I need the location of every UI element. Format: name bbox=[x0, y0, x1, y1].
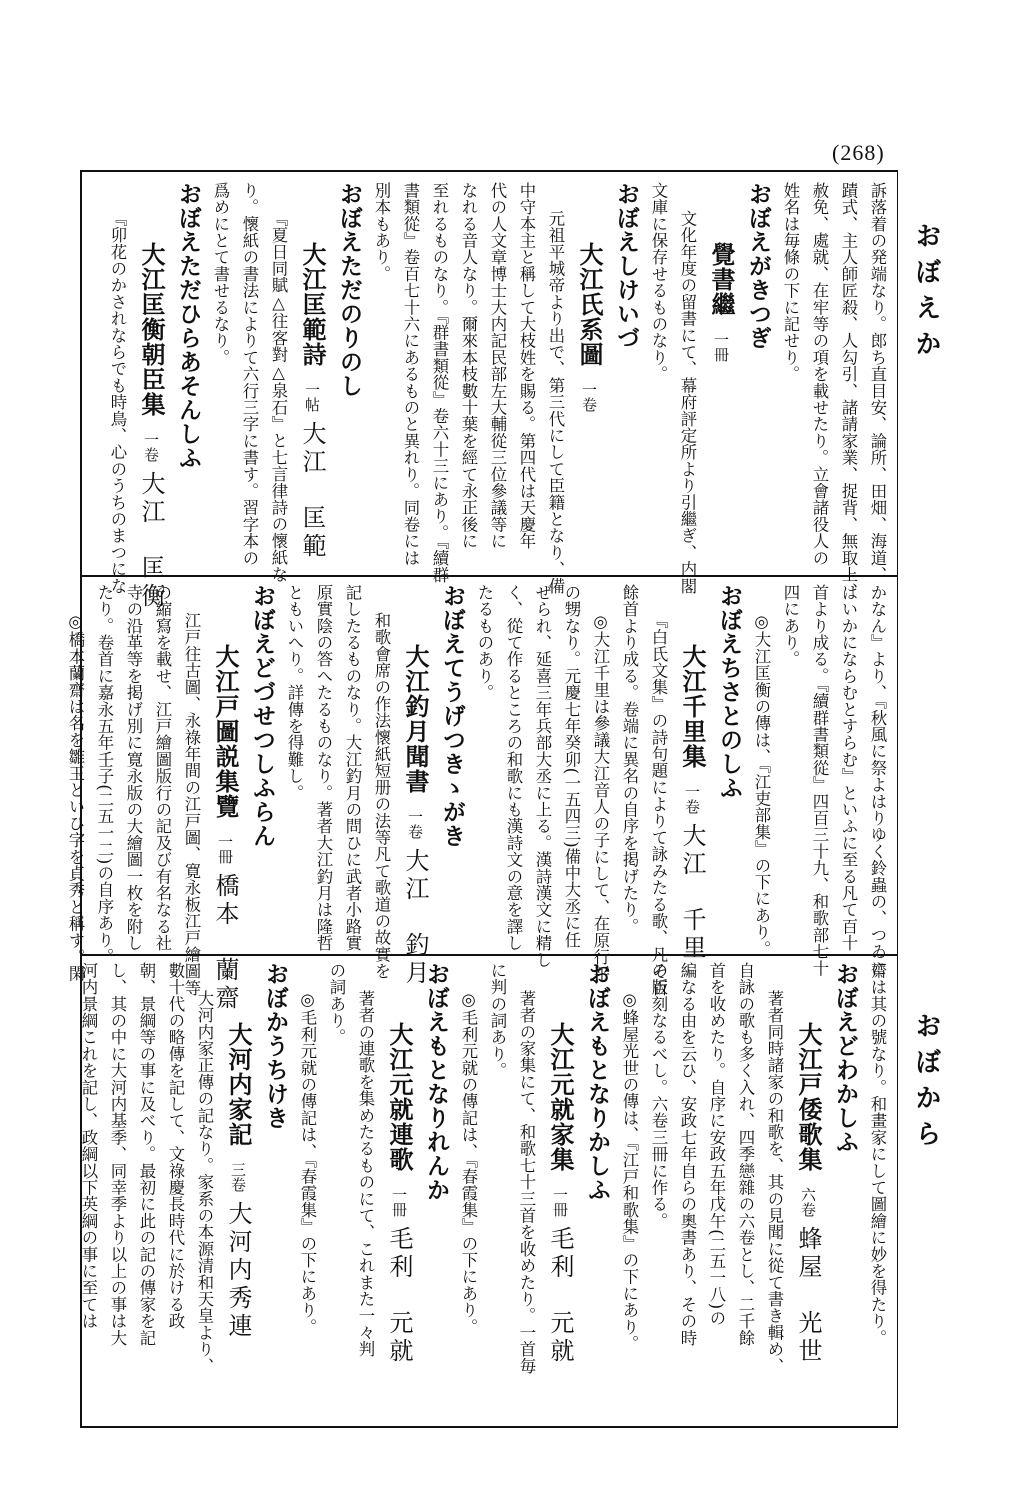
entry-body-line: ◎橋本蘭齋は名を雛玉といひ字を貞秀と稱す。閑 bbox=[66, 612, 85, 982]
entry-body-line: 原實陰の答へたるものなり。著者大江釣月は隆哲 bbox=[314, 584, 333, 952]
entry-body-line: 元祖平城帝より出で、第三代にして臣籍となり、備 bbox=[546, 210, 565, 595]
entry-title: 大江元就連歌 bbox=[385, 1022, 413, 1172]
entry-body-line: 著者の連歌を集めたるものにて、これまた一々判 bbox=[356, 990, 375, 1358]
running-head-bottom: おぼから bbox=[911, 1012, 941, 1156]
entry-body-line: 編なる由を云ひ、安政七年自らの奧書あり、その時 bbox=[678, 962, 697, 1347]
section-divider-1 bbox=[80, 575, 898, 577]
entry-body-line: 『白氏文集』の詩句題によりて詠みたる歌、凡そ百 bbox=[649, 612, 668, 997]
entry-body-line: 朝、景綱等の事に及べり。最初に此の記の傳家を記 bbox=[137, 962, 156, 1347]
entry-body-line: 首を收めたり。自序に安政五年戊午(二五一八)の bbox=[707, 962, 726, 1327]
entry-title-line bbox=[789, 1022, 827, 1422]
entry-author: 蜂屋 光世 bbox=[794, 1226, 822, 1366]
entry-author: 橋本 蘭齋 bbox=[211, 873, 239, 1013]
entry-body-line: 至れるものなり。『群書類從』卷六十三にあり。『續群 bbox=[430, 182, 449, 584]
entry-body-line: り。懷紙の書法によりて六行三字に書す。習字本の bbox=[240, 182, 259, 567]
entry-body-line: し、其の中に大河内基季、同幸季より以上の事は大 bbox=[108, 962, 127, 1347]
entry-title-line bbox=[541, 1022, 579, 1422]
entry-body-line: 數十代の略傳を記して、文祿慶長時代に於ける政 bbox=[166, 962, 185, 1330]
entry-body-line: はいかにならむとすらむ』といふに至る凡て百十 bbox=[839, 584, 858, 952]
entry-title: 大江戸倭歌集 bbox=[794, 1022, 822, 1172]
entry-body-line: ぜられ、延喜三年兵部大丞に上る。漢詩漢文に精し bbox=[533, 584, 552, 969]
entry-volume-count: 一卷 bbox=[406, 809, 424, 839]
entry-body-line: く、從て作るところの和歌にも漢詩文の意を譯し bbox=[504, 584, 523, 952]
section-top bbox=[84, 182, 892, 611]
entry-body-line: に判の詞あり。 bbox=[488, 962, 507, 1079]
entry-title-line bbox=[132, 242, 170, 611]
entry-volume-count: 一冊 bbox=[390, 1187, 408, 1217]
entry-body-line: の詞あり。 bbox=[327, 962, 346, 1046]
entry-body-line: 餘首より成る。卷端に異名の自序を掲げたり。 bbox=[620, 584, 639, 935]
entry-body-line: ◎毛利元就の傳記は、『春霞集』の下にあり。 bbox=[298, 990, 317, 1336]
entry-volume-count: 一冊 bbox=[712, 332, 730, 362]
entry-author: 大江 釣月 bbox=[401, 848, 429, 988]
entry-author: 大江 匡衡 bbox=[137, 471, 165, 611]
entry-reading-heading: おぼえもとなりかしふ bbox=[584, 962, 610, 1202]
entry-title-line bbox=[219, 1022, 257, 1422]
entry-title: 大江戸圖説集覽 bbox=[211, 644, 239, 819]
entry-body-line: 和歌會席の作法懷紙短册の法等凡て歌道の故實を bbox=[372, 612, 391, 980]
entry-body-line: たるものあり。 bbox=[475, 584, 494, 701]
entry-volume-count: 三卷 bbox=[229, 1162, 247, 1192]
entry-author: 大河内秀連 bbox=[224, 1201, 252, 1341]
entry-title-line bbox=[206, 644, 244, 1013]
entry-body-line: 四にあり。 bbox=[781, 584, 800, 668]
entry-volume-count: 一卷 bbox=[142, 432, 160, 462]
entry-title-line bbox=[702, 242, 740, 570]
entry-body-line: 姓名は毎條の下に記せり。 bbox=[781, 182, 800, 383]
entry-volume-count: 一冊 bbox=[551, 1187, 569, 1217]
entry-volume-count: 一卷 bbox=[580, 382, 598, 412]
entry-body-line: 代の人文章博士大内記民部左大輔從三位參議等に bbox=[488, 182, 507, 550]
entry-reading-heading: おぼえどづせつしふらん bbox=[249, 584, 275, 848]
entry-body-line: 爲めにとて書せるなり。 bbox=[211, 182, 230, 366]
entry-reading-heading: おぼえただのりのし bbox=[336, 182, 362, 398]
entry-title-line bbox=[293, 242, 331, 570]
entry-body-line: たり。卷首に嘉永五年壬子(二五一二)の自序あり。 bbox=[95, 584, 114, 965]
entry-title-line bbox=[673, 644, 711, 963]
entry-body-line: 中守本主と稱して大枝姓を賜る。第四代は天慶年 bbox=[517, 182, 536, 550]
entry-body-line: 自詠の歌も多く入れ、四季戀雜の六卷とし、二千餘 bbox=[736, 962, 755, 1347]
entry-body-line: の甥なり。元慶七年癸卯(一五四三)備中大丞に任 bbox=[562, 584, 581, 949]
running-head-top: おぼえか bbox=[911, 222, 941, 366]
entry-body-line: 記したるものなり。大江釣月の問ひに武者小路實 bbox=[343, 584, 362, 952]
entry-reading-heading: おぼかうちけき bbox=[262, 962, 288, 1130]
entry-body-line: 河内景綱これを記し、政綱以下英綱の事に至ては bbox=[79, 962, 98, 1330]
entry-author: 大江 千里 bbox=[678, 823, 706, 963]
entry-body-line: ◎蜂屋光世の傳は、『江戸和歌集』の下にあり。 bbox=[620, 990, 639, 1352]
entry-body-line: 訴落着の発端なり。郎ち直目安、論所、田畑、海道、 bbox=[868, 182, 887, 583]
entry-title-line bbox=[380, 1022, 418, 1422]
entry-title-line bbox=[396, 644, 434, 988]
entry-body-line: 赦免、處就、在牢等の項を載せたり。立會諸役人の bbox=[810, 182, 829, 567]
entry-title: 覺書繼 bbox=[707, 242, 735, 317]
section-bottom bbox=[79, 962, 892, 1422]
entry-body-line: 蹟式、主人師匠殺、人勾引、諸請家業、捉背、無取上、 bbox=[839, 182, 858, 600]
page-number: (268) bbox=[832, 140, 885, 165]
entry-body-line: 大河内家正傳の記なり。家系の本源清和天皇より、 bbox=[195, 990, 214, 1375]
entry-author: 大江 匡範 bbox=[298, 421, 326, 561]
entry-body-line: の縮寫を載せ、江戸繪圖版行の記及び有名なる社 bbox=[153, 584, 172, 952]
entry-volume-count: 一卷 bbox=[683, 784, 701, 814]
entry-reading-heading: おぼえてうげつきゝがき bbox=[439, 584, 465, 848]
entry-reading-heading: おぼえちさとのしふ bbox=[716, 584, 742, 800]
entry-volume-count: 一帖 bbox=[303, 382, 321, 412]
entry-author: 毛利 元就 bbox=[385, 1226, 413, 1366]
entry-body-line: 文庫に保存せるものなり。 bbox=[649, 182, 668, 383]
entry-title: 大江元就家集 bbox=[546, 1022, 574, 1172]
entry-body-line: なれる音人なり。爾來本枝數十葉を經て永正後に bbox=[459, 182, 478, 550]
entry-author: 毛利 元就 bbox=[546, 1226, 574, 1366]
entry-body-line: 寺の沿革等を掲げ別に寛永版の大繪圖一枚を附し bbox=[124, 584, 143, 952]
entry-body-line: 『夏日同賦△往客對△泉石』と七言律詩の懷紙な bbox=[269, 210, 288, 583]
entry-body-line: ◎大江千里は參議大江音人の子にして、在原行平 bbox=[591, 612, 610, 982]
entry-title: 大江氏系圖 bbox=[575, 242, 603, 367]
entry-body-line: かなん』より、『秋風に祭よはりゆく鈴蟲の、つゐに bbox=[868, 584, 887, 977]
entry-reading-heading: おぼえしけいづ bbox=[613, 182, 639, 350]
entry-title: 大河内家記 bbox=[224, 1022, 252, 1147]
entry-title: 大江釣月聞書 bbox=[401, 644, 429, 794]
entry-body-line: 書類從』卷百七十六にあるものと異れり。同卷には bbox=[401, 182, 420, 567]
entry-reading-heading: おぼえがきつぎ bbox=[745, 182, 771, 350]
entry-title-line bbox=[570, 242, 608, 570]
entry-body-line: 著者同時諸家の和歌を、其の見聞に從て書き輯め、 bbox=[765, 990, 784, 1375]
entry-body-line: の版刻なるべし。六卷三冊に作る。 bbox=[649, 962, 668, 1230]
entry-reading-heading: おぼえもとなりれんか bbox=[423, 962, 449, 1202]
entry-reading-heading: おぼえどわかしふ bbox=[832, 962, 858, 1154]
entry-body-line: 江戸往古圖、永祿年間の江戸圖、寛永板江戸繪圖等 bbox=[182, 612, 201, 997]
entry-volume-count: 一冊 bbox=[216, 834, 234, 864]
entry-body-line: 文化年度の留書にて、幕府評定所より引繼ぎ、内閣 bbox=[678, 210, 697, 595]
entry-body-line: 『卯花のかされならでも時鳥、心のうちのまつにな bbox=[108, 210, 127, 595]
entry-reading-heading: おぼえただひらあそんしふ bbox=[175, 182, 201, 470]
entry-volume-count: 六卷 bbox=[799, 1187, 817, 1217]
entry-body-line: 著者の家集にて、和歌七十三首を收めたり。一首毎 bbox=[517, 990, 536, 1375]
entry-title: 大江千里集 bbox=[678, 644, 706, 769]
entry-body-line: 別本もあり。 bbox=[372, 182, 391, 283]
entry-body-line: ともいへり。詳傳を得難し。 bbox=[285, 584, 304, 802]
entry-body-line: 齋は其の號なり。和畫家にして圖繪に妙を得たり。 bbox=[868, 962, 887, 1347]
entry-body-line: ◎毛利元就の傳記は、『春霞集』の下にあり。 bbox=[459, 990, 478, 1336]
entry-body-line: ◎大江匡衡の傳は、『江吏部集』の下にあり。 bbox=[752, 612, 771, 958]
section-divider-2 bbox=[80, 954, 898, 956]
entry-body-line: 首より成る。『續群書類從』四百三十九、和歌部七十 bbox=[810, 584, 829, 977]
entry-title: 大江匡範詩 bbox=[298, 242, 326, 367]
entry-title: 大江匡衡朝臣集 bbox=[137, 242, 165, 417]
